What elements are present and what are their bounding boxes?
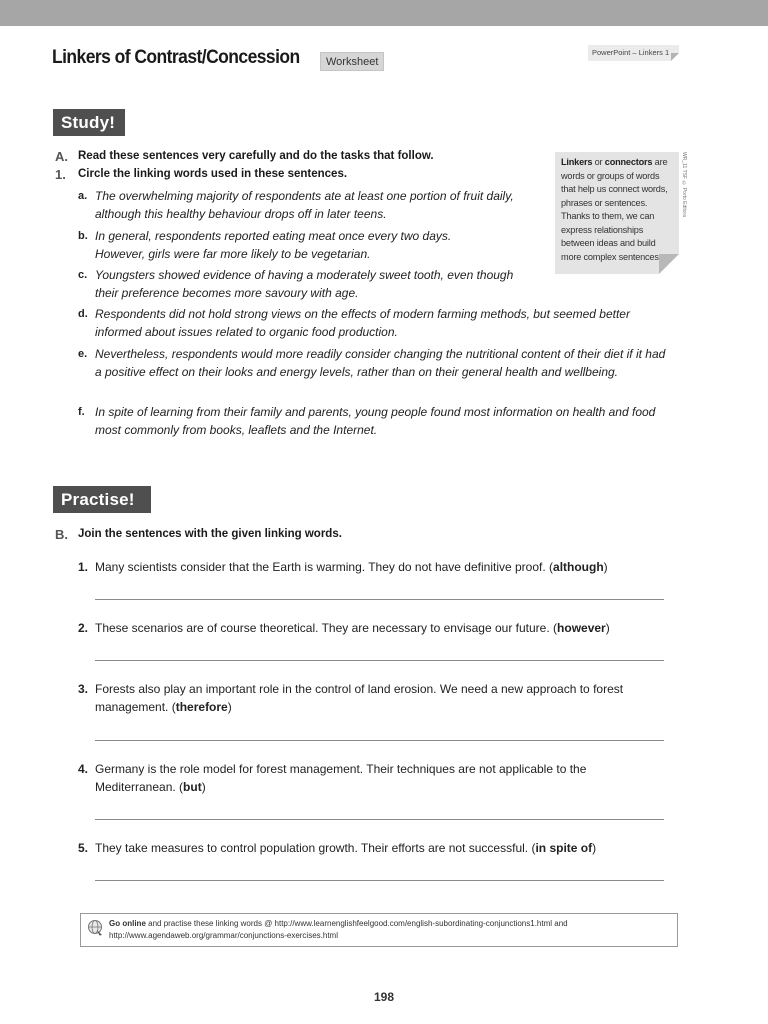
answer-line-5[interactable] (95, 880, 664, 881)
powerpoint-reference: PowerPoint – Linkers 1 (588, 45, 679, 61)
linker-word: but (183, 780, 202, 794)
go-online-links[interactable]: and practise these linking words @ http://www.learnenglishfeelgood.com/english-subordinating-conjunctions1.html and http://www.agendaweb.org/grammar/conjunctions-exercises.html (109, 919, 568, 940)
section-b-instruction: Join the sentences with the given linking words. (78, 528, 342, 540)
sentence-text: Youngsters showed evidence of having a moderately sweet tooth, even though their preference becomes more savoury with age. (95, 268, 514, 300)
linkers-info-box (555, 152, 679, 274)
section-a-letter: A. (55, 149, 68, 164)
exercise-2 (78, 619, 665, 637)
page-number: 198 (373, 990, 395, 1004)
study-section-tab: Study! (53, 109, 125, 136)
task-1-number: 1. (55, 167, 66, 182)
linker-word: in spite of (535, 841, 593, 855)
answer-line-3[interactable] (95, 740, 664, 741)
sentence-text: In general, respondents reported eating meat once every two days. However, girls were far more likely to be vegetarian. (95, 229, 452, 261)
linker-word: therefore (175, 700, 228, 714)
exercise-1 (78, 558, 665, 576)
sentence-d (78, 305, 675, 341)
answer-line-1[interactable] (95, 599, 664, 600)
exercise-number: 3. (78, 682, 89, 696)
sentence-text: Respondents did not hold strong views on the effects of modern farming methods, but seemed better informed about issues related to organic food production. (95, 307, 630, 339)
sentence-e (78, 345, 675, 381)
exercise-3 (78, 680, 665, 716)
copyright-note: WR_11 TSF © Porto Editora (681, 152, 687, 218)
or-word: or (594, 157, 603, 167)
task-1-instruction: Circle the linking words used in these sentences. (78, 168, 348, 180)
exercise-5 (78, 839, 665, 857)
go-online-box (80, 913, 678, 947)
connectors-term: connectors (604, 157, 653, 167)
exercise-4 (78, 760, 665, 796)
linkers-definition: are words or groups of words that help us connect words, phrases or sentences. Thanks to them, we can express relationships between ideas and build more complex sentences. (561, 157, 668, 262)
sentence-label: c. (78, 269, 88, 281)
page-title: Linkers of Contrast/Concession (52, 47, 300, 68)
sentence-text: Nevertheless, respondents would more readily consider changing the nutritional content of their diet if it had a positive effect on their looks and energy levels, rather than on their general health and wellbeing. (95, 347, 666, 379)
top-bar (0, 0, 768, 26)
sentence-f (78, 403, 675, 439)
sentence-c (78, 266, 525, 302)
exercise-text: They take measures to control population growth. Their efforts are not successful. (in spite of) (95, 841, 597, 855)
exercise-text: Many scientists consider that the Earth is warming. They do not have definitive proof. (although) (95, 560, 608, 574)
exercise-number: 4. (78, 762, 89, 776)
worksheet-tag: Worksheet (320, 52, 384, 71)
sentence-label: f. (78, 406, 85, 418)
sentence-label: e. (78, 348, 88, 360)
linkers-term: Linkers (561, 157, 593, 167)
sentence-label: b. (78, 230, 88, 242)
sentence-label: a. (78, 190, 88, 202)
practise-section-tab: Practise! (53, 486, 151, 513)
sentence-b (78, 227, 495, 263)
exercise-text: These scenarios are of course theoretical. They are necessary to envisage our future. (however) (95, 621, 610, 635)
linker-word: although (553, 560, 604, 574)
exercise-number: 2. (78, 621, 89, 635)
exercise-number: 1. (78, 560, 89, 574)
section-a-instruction: Read these sentences very carefully and do the tasks that follow. (78, 150, 434, 162)
exercise-text: Germany is the role model for forest management. Their techniques are not applicable to the Mediterranean. (but) (95, 762, 587, 794)
section-b-letter: B. (55, 527, 68, 542)
sentence-text: The overwhelming majority of respondents ate at least one portion of fruit daily, although this healthy behaviour drops off in later teens. (95, 189, 514, 221)
linker-word: however (557, 621, 606, 635)
globe-mouse-icon (86, 919, 104, 937)
go-online-label: Go online (109, 919, 146, 928)
exercise-text: Forests also play an important role in the control of land erosion. We need a new approach to forest management. (therefore) (95, 682, 624, 714)
answer-line-4[interactable] (95, 819, 664, 820)
exercise-number: 5. (78, 841, 89, 855)
sentence-label: d. (78, 308, 88, 320)
sentence-a (78, 187, 515, 223)
answer-line-2[interactable] (95, 660, 664, 661)
sentence-text: In spite of learning from their family and parents, young people found most information on health and food most commonly from books, leaflets and the Internet. (95, 405, 656, 437)
